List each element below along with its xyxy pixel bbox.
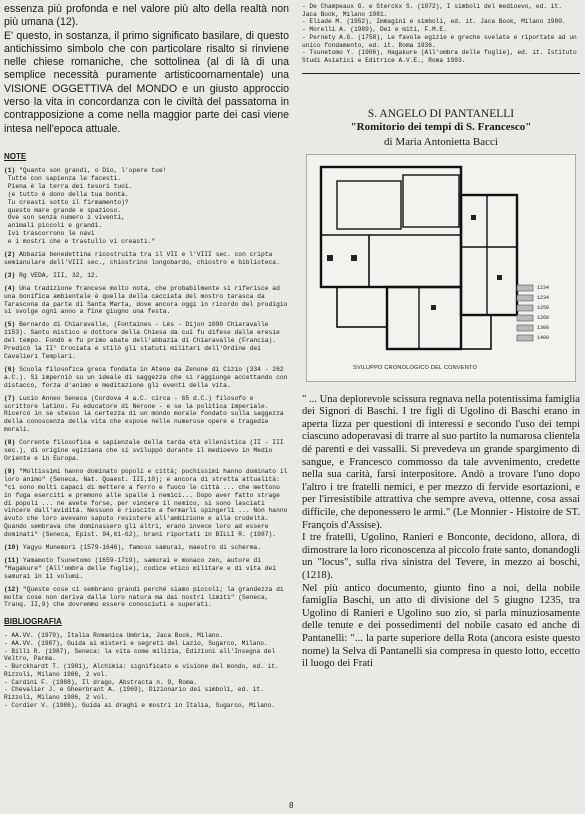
note-text: Scuola filosofica greca fondata in Atene da Zenone di Cizio (334 - 262 a.C.). Si imperniò su un ideale di saggezza che si raggiunge accettando con distacco, forza d'animo e meditazione gli eventi della vita. — [4, 365, 292, 389]
note-text: Yagyu Munemori (1579-1646), famoso samurai, maestro di scherma. — [22, 544, 261, 552]
note-item — [4, 395, 289, 435]
note-item — [4, 272, 289, 280]
legend-year: 1400 — [537, 334, 550, 341]
note-number: (4) — [4, 284, 20, 292]
note-item — [4, 284, 292, 317]
plan-legend — [537, 283, 549, 343]
note-number: (7) — [4, 394, 20, 402]
bibliography-heading: BIBLIOGRAFIA — [4, 617, 62, 627]
note-text: "Moltissimi hanno dominato popoli e città; pochissimi hanno dominato il loro animo" (Seneca, Nat. Quaest. III,10); e ancora di stretta attualità: "ci sono molti capaci di mettere a ferro e fuoco le città ... che mettono in fuga eserciti e premono alle spalle i nemici... Dopo aver fatto strage di popoli ... ne avete forse, per vincere il nemico, si sono lasciati vincere dall'avidità. Nessuno è riuscito a fermarli spingerli ... Non hanno avuto che loro avevano saputo resistere all'ambizione e alla crudeltà. Quando sembrava che dominassero gli altri, erano invece loro ad essere dominati" (Seneca, Epist. 94,61-62), brani riportati in BILLI R. (1987). — [4, 467, 292, 539]
article-title: S. ANGELO DI PANTANELLI — [367, 107, 515, 120]
note-text: Una tradizione francese molto nota, che probabilmente si riferisce ad una bonifica ambientale è quella della cacciata del mostro tarasca da Tarascona da parte di Santa Marta, dove ancora oggi in ricordo del prodigio si svolge ogni anno a fine giugno una festa. — [4, 284, 292, 316]
intro-paragraph: essenza più profonda e nel valore più alto della realtà non più umana (12). E' questo, in sostanza, il primo significato basilare, di questo antichissimo simbolo che con particolare risalto si rinviene nelle chiese romaniche, che sottolinea (al di là di una semplice necessità puramente artisticoornamentale) una VISIONE OGGETTIVA del MONDO e un giusto approccio verso la vita in concordanza con le civiltà del passatoma in contrapposizione a come nella maggior parte dei casi viene intesa nell'epoca attuale. — [4, 3, 289, 135]
bibliography-list-left — [4, 632, 289, 709]
bibliography-entry: - AA.VV. (1979), Italia Romanica Umbria, Jaca Book, Milano. — [4, 632, 224, 640]
bibliography-entry: - Cardini F. (1988), Il drago, Abstracta n. 9, Roma. — [4, 678, 198, 686]
note-number: (11) — [4, 556, 23, 564]
legend-year: 1260 — [537, 314, 550, 321]
note-text: Bernardo di Chiaravalle, (Fontaines - Lès - Dijon 1090 Chiaravalle 1153). Santo mistico e dottore della Chiesa da cui fu difese dalle eresie del tempo. Fondò e fu primo abate dell'abbazia di Chiaravalle (Francia). Predicò la II° Crociata e stilò gli statuti militari dell'Ordine dei Cavalieri Templari. — [4, 321, 284, 360]
bibliography-entry: - Eliade M. (1952), Immagini e simboli, ed. it. Jaca Book, Milano 1980. — [302, 18, 566, 26]
convent-floor-plan — [307, 155, 575, 381]
article-author: di Maria Antonietta Bacci — [384, 135, 498, 148]
note-text: Corrente filosofica e sapienzale della tarda età ellenistica (II - III sec.), di origine egiziana che si sviluppò durante il medioevo in Medio Oriente e in Europa. — [4, 439, 288, 462]
note-number: (5) — [4, 321, 20, 329]
note-item — [4, 544, 289, 552]
note-item — [4, 467, 292, 539]
bibliography-entry: - Chevalier J. e Gheerbrant A. (1969), Dizionario dei simboli, ed. it. Rizzoli, Milano 1986, 2 vol. — [4, 686, 268, 701]
note-number: (6) — [4, 365, 20, 373]
bibliography-entry: - AA.VV. (1987), Guida ai misteri e segreti del Lazio, Sugarco, Milano. — [4, 640, 268, 648]
note-number: (3) — [4, 271, 20, 279]
article-subtitle: "Romitorio dei tempi di S. Francesco" — [350, 120, 532, 133]
note-number: (9) — [4, 467, 20, 475]
bibliography-list-right — [302, 3, 580, 65]
bibliography-entry: - Morelli A. (1989), Dei e miti, F.M.E. — [302, 26, 447, 34]
legend-year: 1234 — [537, 294, 550, 301]
note-item — [4, 251, 289, 267]
legend-year: 1234 — [537, 284, 550, 291]
right-column — [302, 0, 580, 671]
bibliography-entry: - Tsunetomo Y. (1906), Hagakure (All'ombra delle foglie), ed. it. Istituto Studi Asiatici e Editrice A.V.E., Roma 1993. — [302, 49, 581, 64]
legend-year: 1300 — [537, 324, 550, 331]
note-item — [4, 586, 289, 610]
note-text: Rg VEDA, III, 32, 12. — [19, 271, 99, 279]
bibliography-entry: - De Champeaux G. e Sterckx S. (1972), I simboli del medioevo, ed. it. Jaca Book, Milano 1981. — [302, 3, 566, 18]
note-text: "Quanto son grandi, o Dio, l'opere tue! Tutte con sapienza le facesti. Piena è la terra dei tesori tuoi. (e tutto è dono della tua bontà. Tu creasti sotto il firmamento)? questo mare grande e spazioso. Ove son senza numero i viventi, animali piccoli e grandi. Ivi trascorrono le navi e i mostri che e trastullo vi creasti." — [7, 166, 167, 246]
note-text: Yamamoto Tsunetomo (1659-1719), samurai e monaco zen, autore di "Hagakure" (All'ombra delle foglie), codice etico militare e di vita dei samurai in 11 volumi. — [4, 556, 280, 580]
note-number: (1) — [4, 166, 20, 174]
note-item — [4, 167, 289, 246]
note-item — [4, 321, 289, 361]
notes-heading: NOTE — [4, 151, 27, 161]
note-item — [4, 365, 292, 390]
bibliography-entry: - Pernety A.G. (1758), Le favole egizie e greche svelate e riportate ad un unico fondamento, ed. it. Roma 1936. — [302, 33, 581, 49]
left-column — [4, 0, 292, 709]
legend-year: 1250 — [537, 304, 550, 311]
section-divider — [302, 73, 580, 74]
page-number: 8 — [289, 801, 294, 810]
bibliography-entry: - Burckhardt T. (1981), Alchimia: significato e visione del mondo, ed. it. Rizzoli, Milano 1986, 2 vol. — [4, 663, 283, 678]
article-body: " ... Una deplorevole scissura regnava nella potentissima famiglia dei Signori di Baschi. I tre figli di Ugolino di Baschi erano in aperta lizza per questioni di interessi e secondo l'uso dei tempi ciascuno adoperavasi di trarre al suo partito la numarosa clientela dé parenti e dei vassalli. Si prevedeva un grande spargimento di sangue, e Francesco commosso da tale avvenimento, credette nella sua carità, farsi interpositore. Andò a trovare l'uno dopo l'altro i tre fratelli nemici, e per mezzo di fervide esortazioni, e per l'irresistibile attrattiva che sempre aveva, ottenne, cosa assai difficile, che deponessero le armi." (Le Monnier - Histoire de ST. François d'Assise). I tre fratelli, Ugolino, Ranieri e Bonconte, decidono, allora, di dimostrare la loro riconoscenza al piccolo frate santo, donandogli un "locus", sulla riva sinistra del Tevere, in mezzo ai boschi, (1218). Nel più antico documento, giunto fino a noi, della nobile famiglia Baschi, un atto di divisione del 5 giugno 1235, tra Ugolino di Ranieri e Ugolino suo zio, si parla minuziosamente delle tenute e dei possedimenti del nobile casato ed anche di Pantanelli: "... la parte superiore della Rota (ancora esiste questo nome) la Selva di Pantanelli sia compresa in questo lotto, eccetto il luogo dei Frati — [302, 393, 580, 670]
note-text: "Queste cose ci sembrano grandi perché siamo piccoli; la grandezza di molte cose non deriva dalla loro natura ma dai nostri limiti" (Seneca, Tranq. II,9) che dovremmo essere conosciuti e superati. — [4, 585, 288, 609]
note-number: (10) — [4, 544, 23, 552]
note-number: (8) — [4, 439, 20, 447]
note-text: Lucio Anneo Seneca (Cordova 4 a.C. circa - 65 d.C.) filosofo e scrittore latino. Fu educatore di Nerone - e se la politica imperiale. Ricercò in se stesso la certezza di un mondo morale fondato sulla saggezza della conoscenza della vita che espose nelle numerose opere e tragedie morali. — [4, 394, 288, 434]
note-text: Abbazia benedettina ricostruita tra il VII e l'VIII sec. con cripta semianulare dell'VIII sec., chiostrino longobardo, chiostro e biblioteca. — [4, 251, 280, 266]
notes-list — [4, 166, 292, 609]
plan-caption: SVILUPPO CRONOLOGICO DEL CONVENTO — [353, 364, 478, 371]
note-number: (2) — [4, 251, 20, 259]
note-number: (12) — [4, 585, 23, 593]
bibliography-entry: - Cordier V. (1986), Guida ai draghi e mostri in Italia, Sugarco, Milano. — [4, 701, 276, 709]
note-item — [4, 557, 289, 581]
bibliography-entry: - Billi R. (1987), Seneca: la vita come milizia, Edizioni all'Insegna del Veltro, Parma. — [4, 647, 279, 663]
note-item — [4, 439, 289, 463]
convent-plan-figure — [306, 154, 576, 382]
